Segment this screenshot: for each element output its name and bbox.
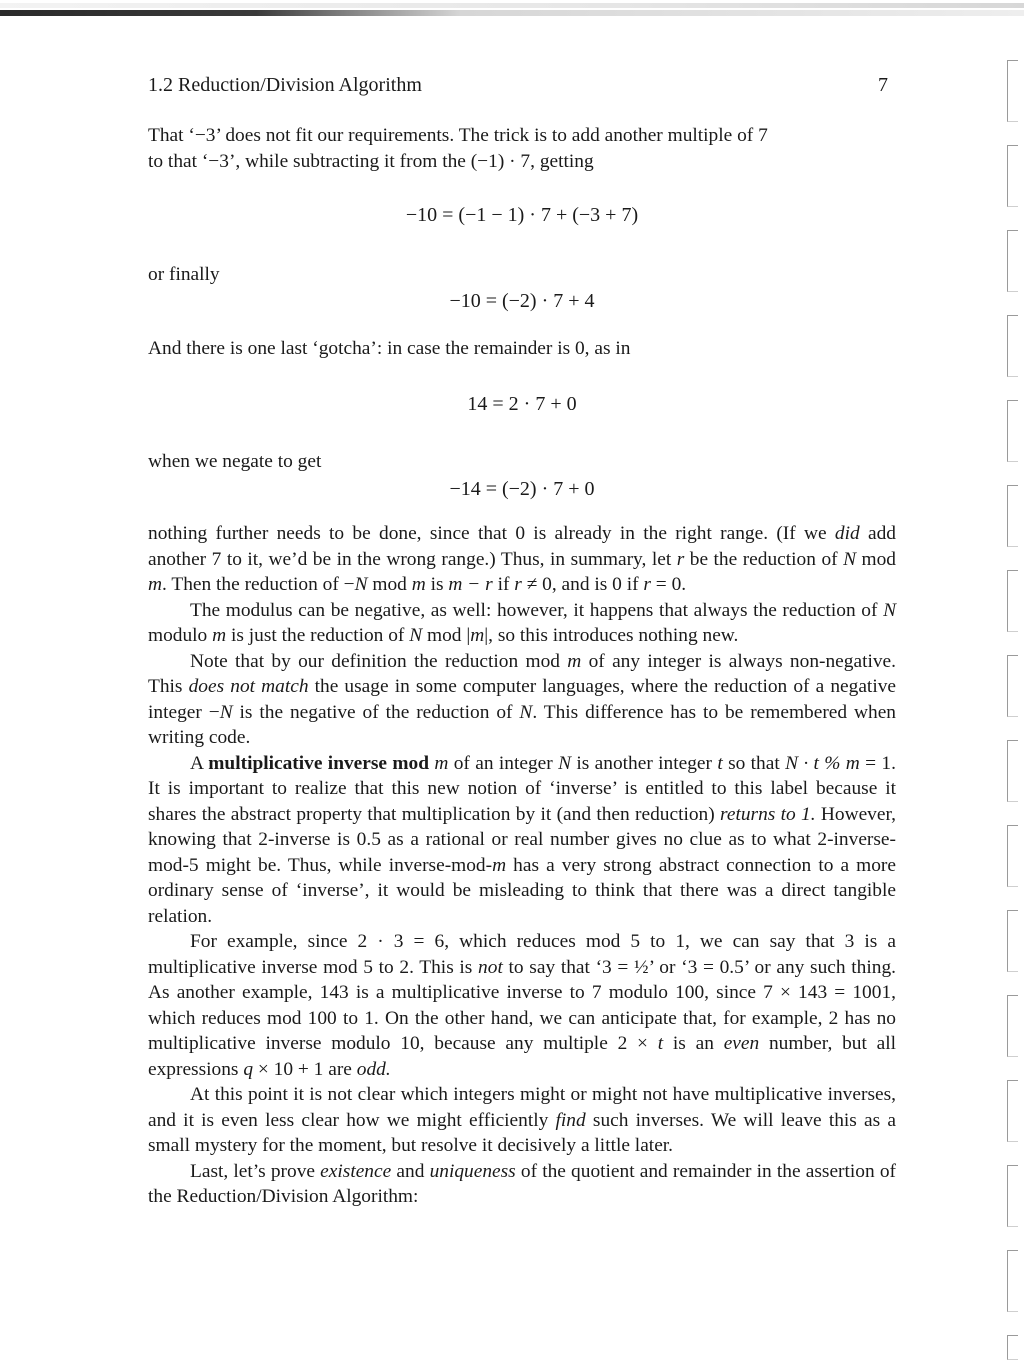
text-line: That ‘−3’ does not fit our requirements. The trick is to add another multiple of 7 xyxy=(148,125,768,146)
edge-mark xyxy=(1007,995,1018,1057)
scan-right-edge-marks xyxy=(1004,60,1018,1358)
paragraph-multiplicative-inverse: A multiplicative inverse mod m of an integer N is another integer t so that N · t % m = 1. It is important to realize that this new notion of ‘inverse’ is entitled to this label because it shares the abstract property that multiplication by it (and then reduction) returns to 1. However, knowing that 2-inverse is 0.5 as a rational or real number gives no clue as to what 2-inverse-mod-5 might be. Thus, while inverse-mod-m has a very strong abstract connection to a more ordinary sense of ‘inverse’, it would be misleading to think that there was a direct tangible relation. xyxy=(148,752,897,927)
paragraph-mystery: At this point it is not clear which integers might or might not have multiplicative inverses, and it is even less clear how we might efficiently find such inverses. We will leave this as a small mystery for the moment, but resolve it decisively a little later. xyxy=(148,1084,896,1156)
paragraph-intro xyxy=(148,123,896,174)
edge-mark xyxy=(1007,1335,1018,1360)
paragraph-summary: nothing further needs to be done, since that 0 is already in the right range. (If we did add another 7 to it, we’d be in the wrong range.) Thus, in summary, let r be the reduction of N mod m. Then the reduction of −N mod m is m − r if r ≠ 0, and is 0 if r = 0. xyxy=(148,523,896,595)
equation-4: −14 = (−2) · 7 + 0 xyxy=(449,478,595,500)
edge-mark xyxy=(1007,230,1018,292)
text-line: to that ‘−3’, while subtracting it from the (−1) · 7, getting xyxy=(148,150,594,172)
page-number: 7 xyxy=(878,74,888,96)
paragraph-existence-uniqueness: Last, let’s prove existence and uniqueness of the quotient and remainder in the assertion of the Reduction/Division Algorithm: xyxy=(148,1160,896,1207)
edge-mark xyxy=(1007,910,1018,972)
scan-top-rule xyxy=(0,10,1024,16)
edge-mark xyxy=(1007,655,1018,717)
edge-mark xyxy=(1007,740,1018,802)
equation-1: −10 = (−1 − 1) · 7 + (−3 + 7) xyxy=(405,204,639,226)
paragraph-nonnegative-note: Note that by our definition the reduction mod m of any integer is always non-negative. This does not match the usage in some computer languages, where the reduction of a negative integer −N is the negative of the reduction of N. This difference has to be remembered when writing code. xyxy=(148,650,897,748)
equation-3: 14 = 2 · 7 + 0 xyxy=(467,393,577,415)
edge-mark xyxy=(1007,400,1018,462)
text-when-negate: when we negate to get xyxy=(148,451,322,472)
edge-mark xyxy=(1007,1165,1018,1227)
equation-2: −10 = (−2) · 7 + 4 xyxy=(449,290,595,312)
edge-mark xyxy=(1007,825,1018,887)
scan-edge-shadow xyxy=(0,3,1024,8)
edge-mark xyxy=(1007,1250,1018,1312)
section-title: 1.2 Reduction/Division Algorithm xyxy=(148,74,422,96)
paragraph-negative-modulus: The modulus can be negative, as well: however, it happens that always the reduction of N modulo m is just the reduction of N mod |m|, so this introduces nothing new. xyxy=(148,599,896,646)
term-multiplicative-inverse: multiplicative inverse mod xyxy=(208,752,430,774)
running-header xyxy=(148,74,896,97)
edge-mark xyxy=(1007,1080,1018,1142)
text-or-finally: or finally xyxy=(148,264,220,285)
edge-mark xyxy=(1007,570,1018,632)
edge-mark xyxy=(1007,315,1018,377)
paragraph-gotcha: And there is one last ‘gotcha’: in case the remainder is 0, as in xyxy=(148,338,631,359)
paragraph-examples: For example, since 2 · 3 = 6, which reduces mod 5 to 1, we can say that 3 is a multiplicative inverse mod 5 to 2. This is not to say that ‘3 = ½’ or ‘3 = 0.5’ or any such thing. As another example, 143 is a multiplicative inverse to 7 modulo 100, since 7 × 143 = 1001, which reduces mod 100 to 1. On the other hand, we can anticipate that, for example, 2 has no multiplicative inverse modulo 10, because any multiple 2 × t is an even number, but all expressions q × 10 + 1 are odd. xyxy=(148,931,897,1080)
edge-mark xyxy=(1007,145,1018,207)
edge-mark xyxy=(1007,60,1018,122)
main-body xyxy=(148,521,896,1210)
edge-mark xyxy=(1007,485,1018,547)
